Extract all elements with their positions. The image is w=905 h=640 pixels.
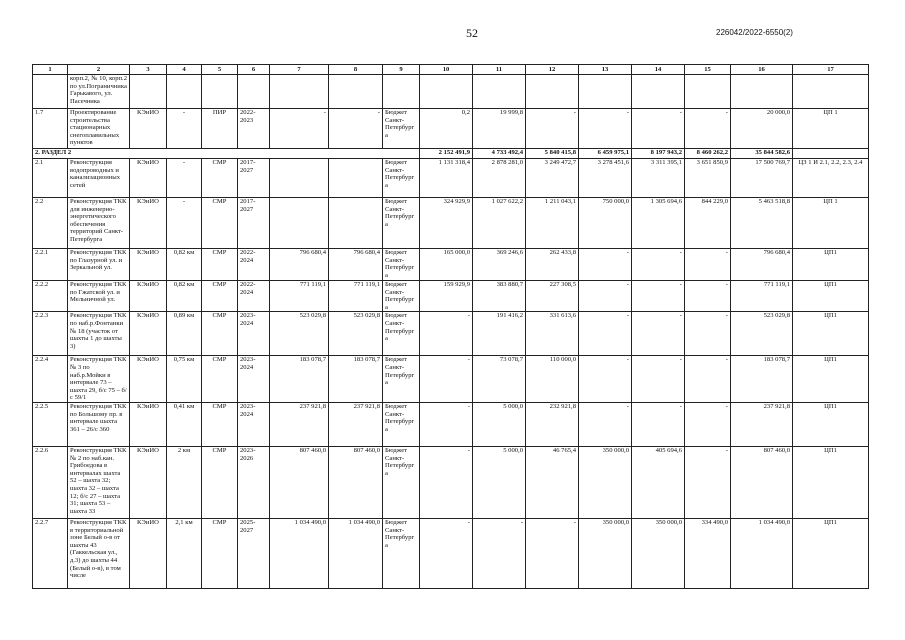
total-cost: 1 034 490,0 (270, 518, 329, 588)
amount-c13: - (579, 281, 632, 312)
column-header-15: 15 (685, 65, 731, 75)
column-header-13: 13 (579, 65, 632, 75)
period: 2023-2024 (238, 356, 270, 403)
quantity: 2 км (167, 446, 202, 518)
column-header-11: 11 (473, 65, 526, 75)
remaining-cost (329, 75, 383, 109)
work-type: ПИР (202, 109, 238, 149)
amount-c16: 771 119,1 (731, 281, 793, 312)
executor: КЭиИО (130, 446, 167, 518)
period: 2022-2023 (238, 109, 270, 149)
work-type: СМР (202, 281, 238, 312)
row-number: 2.2 (33, 198, 68, 249)
funding-source: Бюджет Санкт-Петербурга (383, 249, 420, 281)
amount-c11: 191 416,2 (473, 312, 526, 356)
table-row (33, 198, 869, 249)
amount-c16: 807 460,0 (731, 446, 793, 518)
remaining-cost (329, 159, 383, 198)
section-total-c11: 4 733 492,4 (473, 149, 526, 159)
table-row (33, 518, 869, 588)
goal-indicator: ЦП1 (793, 312, 869, 356)
funding-source: Бюджет Санкт-Петербурга (383, 109, 420, 149)
amount-c12: - (526, 518, 579, 588)
section-total-c16: 35 844 582,6 (731, 149, 793, 159)
amount-c12: 232 921,8 (526, 402, 579, 446)
amount-c14: 3 311 395,1 (632, 159, 685, 198)
executor: КЭиИО (130, 159, 167, 198)
amount-c13: 750 000,0 (579, 198, 632, 249)
amount-c14: 1 305 694,6 (632, 198, 685, 249)
amount-c10 (420, 75, 473, 109)
amount-c10: 1 131 318,4 (420, 159, 473, 198)
table-row (33, 75, 869, 109)
amount-c13: 3 278 451,6 (579, 159, 632, 198)
work-type: СМР (202, 446, 238, 518)
amount-c12: 46 765,4 (526, 446, 579, 518)
program-table (32, 64, 869, 589)
amount-c15: - (685, 312, 731, 356)
column-header-7: 7 (270, 65, 329, 75)
funding-source: Бюджет Санкт-Петербурга (383, 356, 420, 403)
amount-c15: - (685, 109, 731, 149)
work-type: СМР (202, 518, 238, 588)
goal-indicator: ЦП1 (793, 281, 869, 312)
table-row (33, 402, 869, 446)
funding-source: Бюджет Санкт-Петербурга (383, 198, 420, 249)
measure-name: Реконструкция водопроводных и канализационных сетей (68, 159, 130, 198)
column-header-10: 10 (420, 65, 473, 75)
total-cost: - (270, 109, 329, 149)
amount-c11: 383 880,7 (473, 281, 526, 312)
funding-source: Бюджет Санкт-Петербурга (383, 446, 420, 518)
amount-c13: - (579, 249, 632, 281)
amount-c15: - (685, 402, 731, 446)
goal-indicator: ЦП1 (793, 446, 869, 518)
amount-c12: 331 613,6 (526, 312, 579, 356)
table-row (33, 356, 869, 403)
amount-c15: 844 229,0 (685, 198, 731, 249)
amount-c15: - (685, 249, 731, 281)
period: 2023-2024 (238, 312, 270, 356)
amount-c16: 237 921,8 (731, 402, 793, 446)
amount-c16 (731, 75, 793, 109)
funding-source: Бюджет Санкт-Петербурга (383, 402, 420, 446)
amount-c10: - (420, 312, 473, 356)
row-number: 2.2.4 (33, 356, 68, 403)
amount-c16: 796 680,4 (731, 249, 793, 281)
executor: КЭиИО (130, 518, 167, 588)
work-type: СМР (202, 159, 238, 198)
amount-c16: 1 034 490,0 (731, 518, 793, 588)
amount-c10: 165 000,0 (420, 249, 473, 281)
amount-c14: 350 000,0 (632, 518, 685, 588)
section-total-c10: 2 152 491,9 (420, 149, 473, 159)
measure-name: Реконструкция ТКК по наб.р.Фонтанки № 18 (участок от шахты 1 до шахты 3) (68, 312, 130, 356)
total-cost: 523 029,8 (270, 312, 329, 356)
amount-c13: - (579, 402, 632, 446)
total-cost: 796 680,4 (270, 249, 329, 281)
work-type: СМР (202, 356, 238, 403)
total-cost: 807 460,0 (270, 446, 329, 518)
remaining-cost: 1 034 490,0 (329, 518, 383, 588)
table-row (33, 312, 869, 356)
amount-c15: 334 490,0 (685, 518, 731, 588)
executor (130, 75, 167, 109)
remaining-cost: 183 078,7 (329, 356, 383, 403)
period: 2017-2027 (238, 159, 270, 198)
work-type: СМР (202, 198, 238, 249)
section-goal (793, 149, 869, 159)
table-row (33, 446, 869, 518)
row-number (33, 75, 68, 109)
column-header-1: 1 (33, 65, 68, 75)
amount-c14 (632, 75, 685, 109)
row-number: 2.2.7 (33, 518, 68, 588)
amount-c15: - (685, 281, 731, 312)
amount-c14: - (632, 249, 685, 281)
executor: КЭиИО (130, 109, 167, 149)
work-type (202, 75, 238, 109)
amount-c15: - (685, 446, 731, 518)
amount-c13: - (579, 312, 632, 356)
period (238, 75, 270, 109)
amount-c11: - (473, 518, 526, 588)
quantity: 2,1 км (167, 518, 202, 588)
table-row (33, 281, 869, 312)
row-number: 2.2.5 (33, 402, 68, 446)
page-number: 52 (466, 26, 478, 40)
executor: КЭиИО (130, 281, 167, 312)
quantity: 0,89 км (167, 312, 202, 356)
amount-c12: 3 249 472,7 (526, 159, 579, 198)
amount-c14: - (632, 109, 685, 149)
measure-name: Реконструкция ТКК по Гжатской ул. и Мельничной ул. (68, 281, 130, 312)
measure-name: Реконструкция ТКК по Глазурной ул. и Зеркальной ул. (68, 249, 130, 281)
measure-name: Реконструкция ТКК для инженерно-энергетического обеспечения территорий Санкт-Петербурга (68, 198, 130, 249)
measure-name: Реконструкция ТКК № 2 по наб.кан. Грибоедова в интервалах шахта 52 – шахта 32; шахта 32 – шахта 12; б/с 27 – шахта 31; шахта 53 – шахта 33 (68, 446, 130, 518)
section-total-c14: 8 197 943,2 (632, 149, 685, 159)
quantity (167, 75, 202, 109)
amount-c15 (685, 75, 731, 109)
column-header-5: 5 (202, 65, 238, 75)
amount-c11: 5 000,0 (473, 402, 526, 446)
column-header-6: 6 (238, 65, 270, 75)
funding-source: Бюджет Санкт-Петербурга (383, 312, 420, 356)
period: 2017-2027 (238, 198, 270, 249)
remaining-cost (329, 198, 383, 249)
amount-c16: 523 029,8 (731, 312, 793, 356)
section-total-c12: 5 840 415,8 (526, 149, 579, 159)
column-header-2: 2 (68, 65, 130, 75)
goal-indicator: ЦП 1 (793, 198, 869, 249)
goal-indicator: ЦЗ 1 И 2.1, 2.2, 2.3, 2.4 (793, 159, 869, 198)
amount-c10: 159 929,9 (420, 281, 473, 312)
total-cost: 237 921,8 (270, 402, 329, 446)
total-cost (270, 198, 329, 249)
amount-c14: - (632, 281, 685, 312)
quantity: 0,82 км (167, 249, 202, 281)
amount-c12: 262 433,8 (526, 249, 579, 281)
table-row (33, 109, 869, 149)
executor: КЭиИО (130, 402, 167, 446)
row-number: 1.7 (33, 109, 68, 149)
goal-indicator: ЦП1 (793, 356, 869, 403)
amount-c11 (473, 75, 526, 109)
work-type: СМР (202, 402, 238, 446)
column-header-4: 4 (167, 65, 202, 75)
goal-indicator: ЦП1 (793, 518, 869, 588)
amount-c14: - (632, 402, 685, 446)
amount-c14: - (632, 356, 685, 403)
measure-name: Реконструкция ТКК в территориальной зоне Белый о-в от шахты 43 (Гаккельская ул., д.3) до шахты 44 (Белый о-в), в том числе (68, 518, 130, 588)
goal-indicator: ЦП 1 (793, 109, 869, 149)
row-number: 2.2.3 (33, 312, 68, 356)
executor: КЭиИО (130, 198, 167, 249)
amount-c10: - (420, 356, 473, 403)
period: 2022-2024 (238, 281, 270, 312)
work-type: СМР (202, 312, 238, 356)
total-cost: 183 078,7 (270, 356, 329, 403)
period: 2023-2024 (238, 402, 270, 446)
quantity: 0,82 км (167, 281, 202, 312)
amount-c10: - (420, 402, 473, 446)
period: 2022-2024 (238, 249, 270, 281)
amount-c10: 324 929,9 (420, 198, 473, 249)
amount-c14: 405 694,6 (632, 446, 685, 518)
remaining-cost: 237 921,8 (329, 402, 383, 446)
amount-c11: 2 878 281,0 (473, 159, 526, 198)
column-header-3: 3 (130, 65, 167, 75)
amount-c11: 73 078,7 (473, 356, 526, 403)
amount-c15: - (685, 356, 731, 403)
table-row (33, 249, 869, 281)
goal-indicator (793, 75, 869, 109)
executor: КЭиИО (130, 312, 167, 356)
amount-c10: - (420, 518, 473, 588)
row-number: 2.2.1 (33, 249, 68, 281)
amount-c11: 1 027 622,2 (473, 198, 526, 249)
amount-c16: 20 000,0 (731, 109, 793, 149)
table-row (33, 159, 869, 198)
column-header-14: 14 (632, 65, 685, 75)
column-header-16: 16 (731, 65, 793, 75)
measure-name: корп.2, № 10, корп.2 по ул.Пограничника Гарькавого, ул. Пасечника (68, 75, 130, 109)
row-number: 2.1 (33, 159, 68, 198)
total-cost (270, 159, 329, 198)
row-number: 2.2.2 (33, 281, 68, 312)
amount-c10: 0,2 (420, 109, 473, 149)
executor: КЭиИО (130, 356, 167, 403)
amount-c13: - (579, 356, 632, 403)
remaining-cost: 523 029,8 (329, 312, 383, 356)
amount-c16: 17 500 769,7 (731, 159, 793, 198)
funding-source: Бюджет Санкт-Петербурга (383, 518, 420, 588)
funding-source: Бюджет Санкт-Петербурга (383, 281, 420, 312)
quantity: - (167, 109, 202, 149)
amount-c15: 3 651 850,9 (685, 159, 731, 198)
remaining-cost: 771 119,1 (329, 281, 383, 312)
total-cost: 771 119,1 (270, 281, 329, 312)
document-code: 226042/2022-6550(2) (716, 28, 793, 37)
funding-source: Бюджет Санкт-Петербурга (383, 159, 420, 198)
amount-c16: 183 078,7 (731, 356, 793, 403)
amount-c13: 350 000,0 (579, 446, 632, 518)
amount-c11: 369 246,6 (473, 249, 526, 281)
header-row (33, 65, 869, 75)
section-total-c13: 6 459 975,1 (579, 149, 632, 159)
remaining-cost: - (329, 109, 383, 149)
amount-c12: 1 211 043,1 (526, 198, 579, 249)
measure-name: Реконструкция ТКК по Большому пр. в интервале шахта 361 – 26/с 360 (68, 402, 130, 446)
measure-name: Проектирование строительства стационарных снегоплавильных пунктов (68, 109, 130, 149)
amount-c11: 19 999,8 (473, 109, 526, 149)
column-header-12: 12 (526, 65, 579, 75)
goal-indicator: ЦП1 (793, 402, 869, 446)
amount-c14: - (632, 312, 685, 356)
amount-c12: 110 000,0 (526, 356, 579, 403)
amount-c11: 5 000,0 (473, 446, 526, 518)
total-cost (270, 75, 329, 109)
measure-name: Реконструкция ТКК № 3 по наб.р.Мойки в интервале 73 – шахта 29, б/с 75 – б/с 59/1 (68, 356, 130, 403)
column-header-17: 17 (793, 65, 869, 75)
row-number: 2.2.6 (33, 446, 68, 518)
table-row (33, 149, 869, 159)
quantity: - (167, 159, 202, 198)
amount-c12: - (526, 109, 579, 149)
amount-c10: - (420, 446, 473, 518)
section-total-c15: 8 460 262,2 (685, 149, 731, 159)
remaining-cost: 796 680,4 (329, 249, 383, 281)
quantity: - (167, 198, 202, 249)
work-type: СМР (202, 249, 238, 281)
goal-indicator: ЦП1 (793, 249, 869, 281)
executor: КЭиИО (130, 249, 167, 281)
amount-c12 (526, 75, 579, 109)
amount-c16: 5 463 518,8 (731, 198, 793, 249)
section-title: 2. РАЗДЕЛ 2 (33, 149, 420, 159)
quantity: 0,75 км (167, 356, 202, 403)
funding-source (383, 75, 420, 109)
period: 2023-2026 (238, 446, 270, 518)
period: 2025-2027 (238, 518, 270, 588)
amount-c13 (579, 75, 632, 109)
column-header-8: 8 (329, 65, 383, 75)
amount-c13: - (579, 109, 632, 149)
amount-c13: 350 000,0 (579, 518, 632, 588)
quantity: 0,41 км (167, 402, 202, 446)
amount-c12: 227 308,5 (526, 281, 579, 312)
remaining-cost: 807 460,0 (329, 446, 383, 518)
column-header-9: 9 (383, 65, 420, 75)
